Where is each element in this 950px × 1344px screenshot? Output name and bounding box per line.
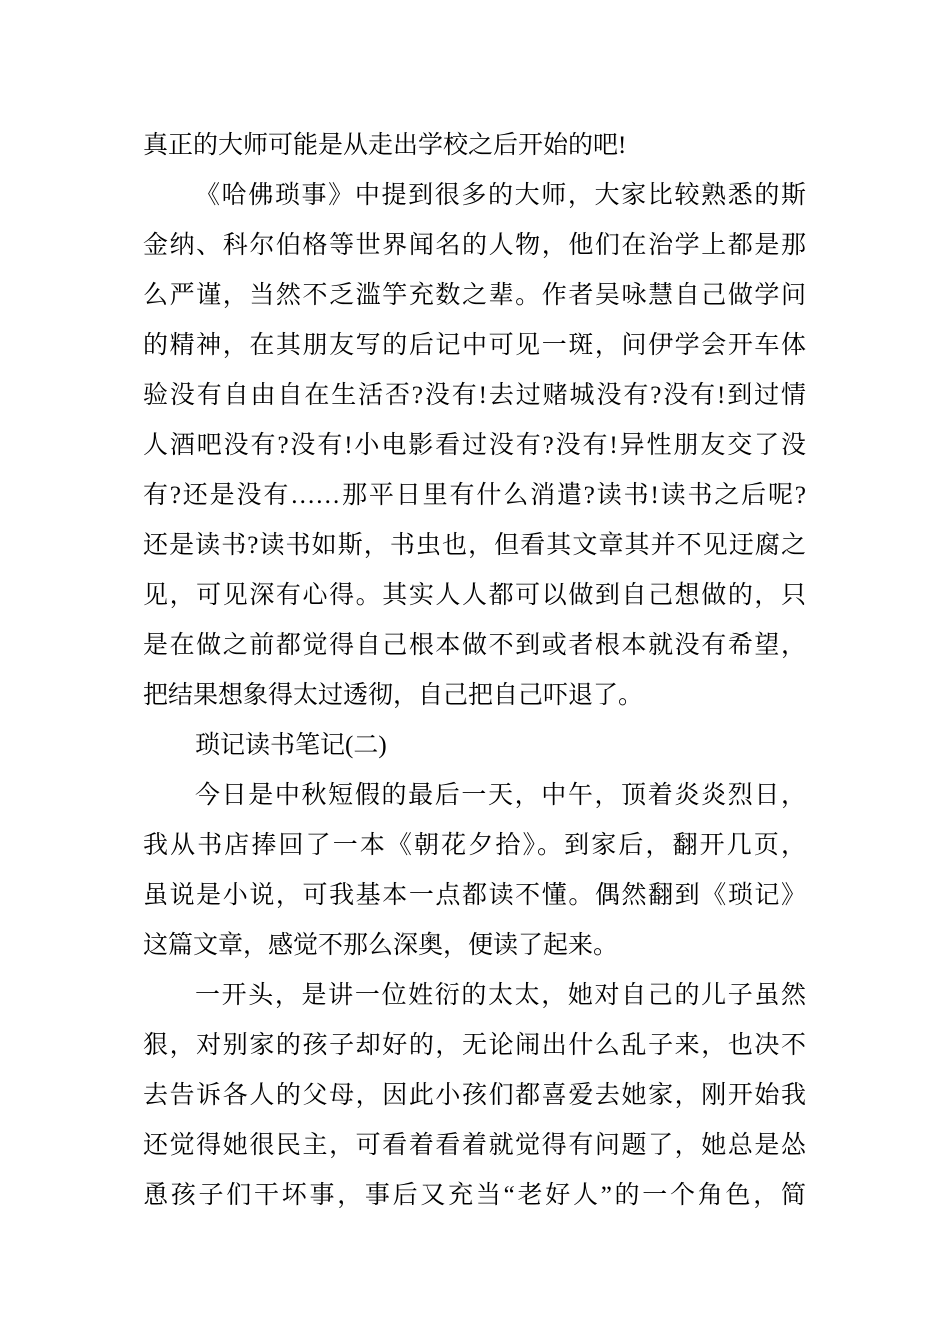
text-line: 恿孩子们干坏事，事后又充当“老好人”的一个角色，简 bbox=[143, 1182, 806, 1209]
text-line: 把结果想象得太过透彻，自己把自己吓退了。 bbox=[143, 682, 644, 709]
paragraph bbox=[143, 171, 806, 721]
paragraph bbox=[143, 721, 806, 771]
text-line: 见，可见深有心得。其实人人都可以做到自己想做的，只 bbox=[143, 582, 806, 609]
text-line: 我从书店捧回了一本《朝花夕拾》。到家后，翻开几页， bbox=[143, 832, 806, 859]
paragraph bbox=[143, 971, 806, 1221]
text-line: 《哈佛琐事》中提到很多的大师，大家比较熟悉的斯 bbox=[195, 182, 806, 209]
text-line: 琐记读书笔记(二) bbox=[195, 732, 387, 759]
text-line: 还是读书?读书如斯，书虫也，但看其文章其并不见迂腐之 bbox=[143, 532, 806, 559]
text-line: 的精神，在其朋友写的后记中可见一斑，问伊学会开车体 bbox=[143, 332, 806, 359]
text-line: 真正的大师可能是从走出学校之后开始的吧! bbox=[143, 132, 627, 159]
text-block bbox=[143, 121, 806, 1221]
text-line: 狠，对别家的孩子却好的，无论闹出什么乱子来，也决不 bbox=[143, 1032, 806, 1059]
text-line: 是在做之前都觉得自己根本做不到或者根本就没有希望， bbox=[143, 632, 806, 659]
text-line: 有?还是没有……那平日里有什么消遣?读书!读书之后呢? bbox=[143, 482, 806, 509]
text-line: 么严谨，当然不乏滥竽充数之辈。作者吴咏慧自己做学问 bbox=[143, 282, 806, 309]
paragraph bbox=[143, 121, 806, 171]
text-line: 还觉得她很民主，可看着看着就觉得有问题了，她总是怂 bbox=[143, 1132, 806, 1159]
text-line: 去告诉各人的父母，因此小孩们都喜爱去她家，刚开始我 bbox=[143, 1082, 806, 1109]
text-line: 一开头，是讲一位姓衍的太太，她对自己的儿子虽然 bbox=[195, 982, 806, 1009]
paragraph bbox=[143, 771, 806, 971]
text-line: 虽说是小说，可我基本一点都读不懂。偶然翻到《琐记》 bbox=[143, 882, 806, 909]
text-line: 今日是中秋短假的最后一天，中午，顶着炎炎烈日， bbox=[195, 782, 806, 809]
text-line: 人酒吧没有?没有!小电影看过没有?没有!异性朋友交了没 bbox=[143, 432, 806, 459]
text-line: 金纳、科尔伯格等世界闻名的人物，他们在治学上都是那 bbox=[143, 232, 806, 259]
text-line: 这篇文章，感觉不那么深奥，便读了起来。 bbox=[143, 932, 619, 959]
text-line: 验没有自由自在生活否?没有!去过赌城没有?没有!到过情 bbox=[143, 382, 806, 409]
